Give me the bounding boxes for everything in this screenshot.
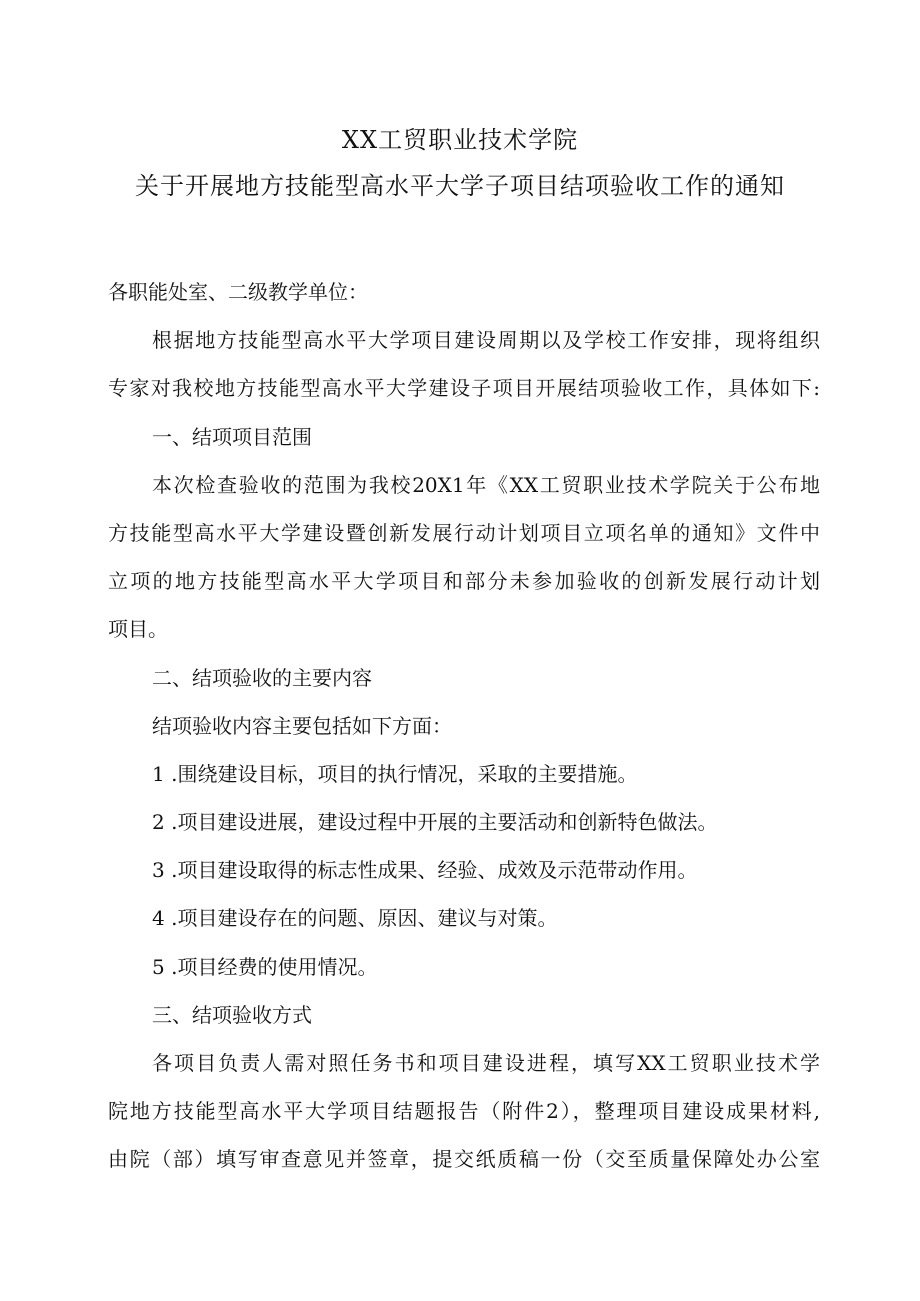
method-paragraph-line: 院地方技能型高水平大学项目结题报告（附件2），整理项目建设成果材料,	[108, 1099, 820, 1124]
salutation: 各职能处室、二级教学单位：	[108, 280, 368, 304]
notice-title: 关于开展地方技能型高水平大学子项目结项验收工作的通知	[135, 172, 785, 200]
scope-paragraph-line: 本次检查验收的范围为我校20X1年《XX工贸职业技术学院关于公布地	[152, 472, 820, 497]
scope-paragraph-line: 方技能型高水平大学建设暨创新发展行动计划项目立项名单的通知》文件中	[108, 520, 820, 545]
section-heading-scope: 一、结项项目范围	[152, 424, 312, 449]
scope-paragraph-line: 立项的地方技能型高水平大学项目和部分未参加验收的创新发展行动计划	[108, 569, 820, 594]
section-heading-method: 三、结项验收方式	[152, 1002, 312, 1027]
method-paragraph-line: 由院（部）填写审查意见并签章，提交纸质稿一份（交至质量保障处办公室	[108, 1147, 820, 1172]
list-item: 3 .项目建设取得的标志性成果、经验、成效及示范带动作用。	[152, 858, 698, 883]
list-item: 1 .围绕建设目标，项目的执行情况，采取的主要措施。	[152, 761, 638, 786]
intro-line: 根据地方技能型高水平大学项目建设周期以及学校工作安排，现将组织	[152, 328, 820, 353]
method-paragraph-line: 各项目负责人需对照任务书和项目建设进程，填写XX工贸职业技术学	[152, 1051, 820, 1075]
scope-paragraph-line: 项目。	[108, 617, 168, 642]
content-lead: 结项验收内容主要包括如下方面：	[152, 713, 452, 738]
section-heading-content: 二、结项验收的主要内容	[152, 665, 372, 690]
document-body	[108, 280, 820, 1196]
institution-title: XX工贸职业技术学院	[341, 126, 579, 154]
intro-line: 专家对我校地方技能型高水平大学建设子项目开展结项验收工作，具体如下:	[108, 376, 820, 401]
list-item: 5 .项目经费的使用情况。	[152, 954, 378, 979]
list-item: 4 .项目建设存在的问题、原因、建议与对策。	[152, 906, 558, 931]
list-item: 2 .项目建设进展，建设过程中开展的主要活动和创新特色做法。	[152, 810, 718, 835]
document-title	[0, 128, 920, 198]
